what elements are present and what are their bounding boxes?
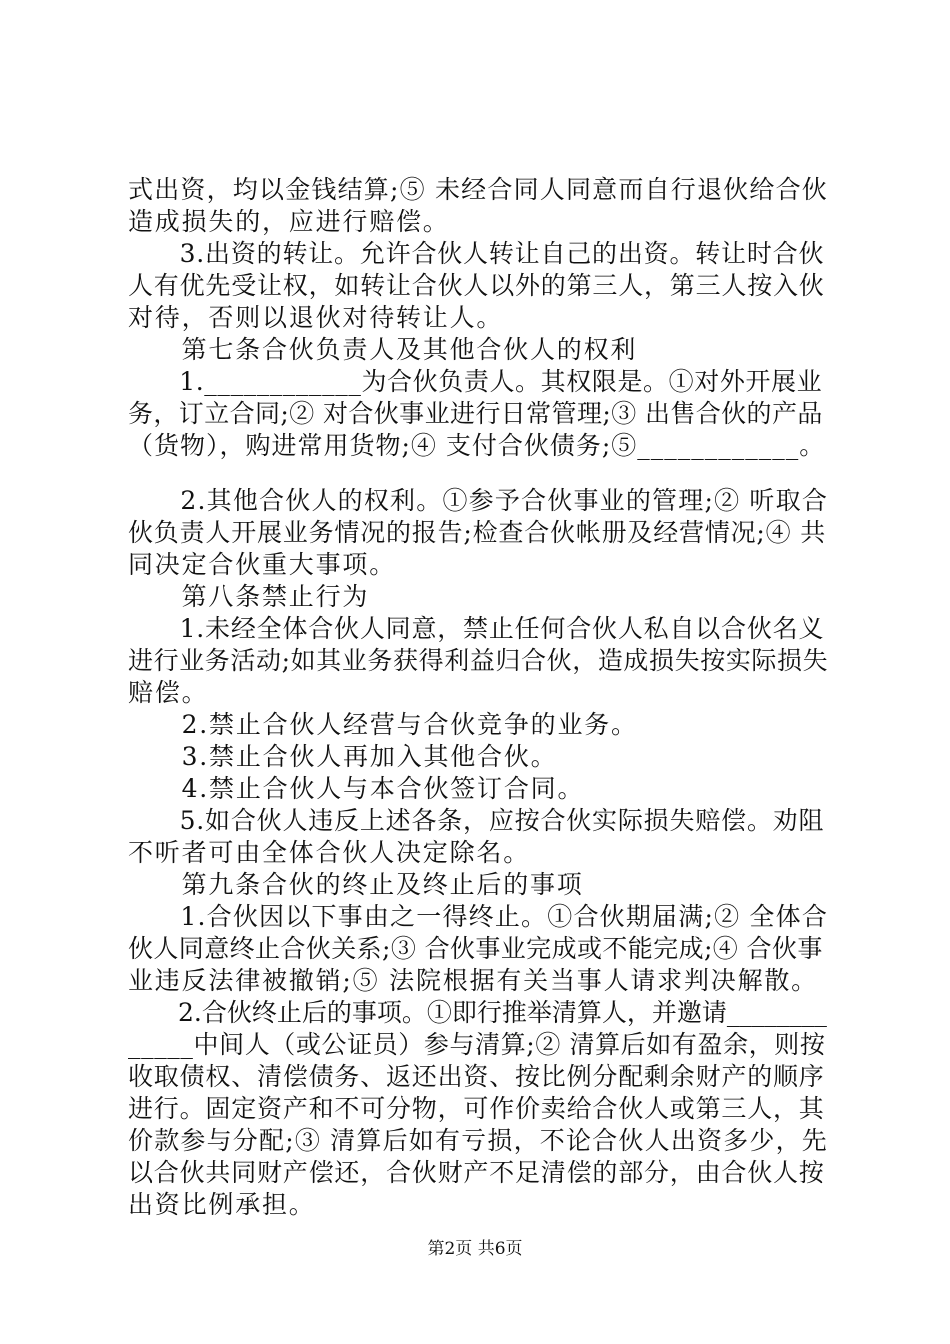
body-line: 出资比例承担。 bbox=[128, 1190, 316, 1219]
body-line: _____中间人（或公证员）参与清算;② 清算后如有盈余，则按 bbox=[128, 1030, 826, 1059]
body-line: 2.禁止合伙人经营与合伙竞争的业务。 bbox=[128, 710, 638, 739]
body-line: 2.合伙终止后的事项。①即行推举清算人，并邀请________ bbox=[128, 998, 827, 1027]
section-heading: 第八条禁止行为 bbox=[128, 582, 370, 611]
body-line: 价款参与分配;③ 清算后如有亏损，不论合伙人出资多少，先 bbox=[128, 1126, 828, 1155]
body-line: 人有优先受让权，如转让合伙人以外的第三人，第三人按入伙 bbox=[128, 271, 825, 300]
body-line: 5.如合伙人违反上述各条，应按合伙实际损失赔偿。劝阻 bbox=[128, 806, 825, 835]
section-heading: 第七条合伙负责人及其他合伙人的权利 bbox=[128, 335, 638, 364]
body-line: 赔偿。 bbox=[128, 678, 209, 707]
body-line: 式出资，均以金钱结算;⑤ 未经合同人同意而自行退伙给合伙 bbox=[128, 175, 828, 204]
body-line: 4.禁止合伙人与本合伙签订合同。 bbox=[128, 774, 585, 803]
body-line: （货物），购进常用货物;④ 支付合伙债务;⑤____________。 bbox=[128, 431, 826, 460]
body-line: 2.其他合伙人的权利。①参予合伙事业的管理;② 听取合 bbox=[128, 486, 829, 515]
body-line: 对待，否则以退伙对待转让人。 bbox=[128, 303, 504, 332]
body-line: 收取债权、清偿债务、返还出资、按比例分配剩余财产的顺序 bbox=[128, 1062, 825, 1091]
body-line: 进行。固定资产和不可分物，可作价卖给合伙人或第三人，其 bbox=[128, 1094, 825, 1123]
body-line: 进行业务活动;如其业务获得利益归合伙，造成损失按实际损失 bbox=[128, 646, 829, 675]
body-line: 业违反法律被撤销;⑤ 法院根据有关当事人请求判决解散。 bbox=[128, 966, 818, 995]
body-line: 同决定合伙重大事项。 bbox=[128, 550, 397, 579]
page-footer: 第2页 共6页 bbox=[427, 1239, 523, 1259]
body-line: 3.出资的转让。允许合伙人转让自己的出资。转让时合伙 bbox=[128, 239, 825, 268]
body-line: 1.合伙因以下事由之一得终止。①合伙期届满;② 全体合 bbox=[128, 902, 829, 931]
body-line: 伙负责人开展业务情况的报告;检查合伙帐册及经营情况;④ 共 bbox=[128, 518, 826, 547]
body-line: 1.未经全体合伙人同意，禁止任何合伙人私自以合伙名义 bbox=[128, 614, 825, 643]
section-heading: 第九条合伙的终止及终止后的事项 bbox=[128, 870, 584, 899]
body-line: 务，订立合同;② 对合伙事业进行日常管理;③ 出售合伙的产品 bbox=[128, 399, 823, 428]
body-line: 造成损失的，应进行赔偿。 bbox=[128, 207, 450, 236]
body-line: 伙人同意终止合伙关系;③ 合伙事业完成或不能完成;④ 合伙事 bbox=[128, 934, 823, 963]
body-line: 3.禁止合伙人再加入其他合伙。 bbox=[128, 742, 558, 771]
body-line: 不听者可由全体合伙人决定除名。 bbox=[128, 838, 531, 867]
body-line: 1.____________为合伙负责人。其权限是。①对外开展业 bbox=[128, 367, 823, 396]
body-line: 以合伙共同财产偿还，合伙财产不足清偿的部分，由合伙人按 bbox=[128, 1158, 825, 1187]
